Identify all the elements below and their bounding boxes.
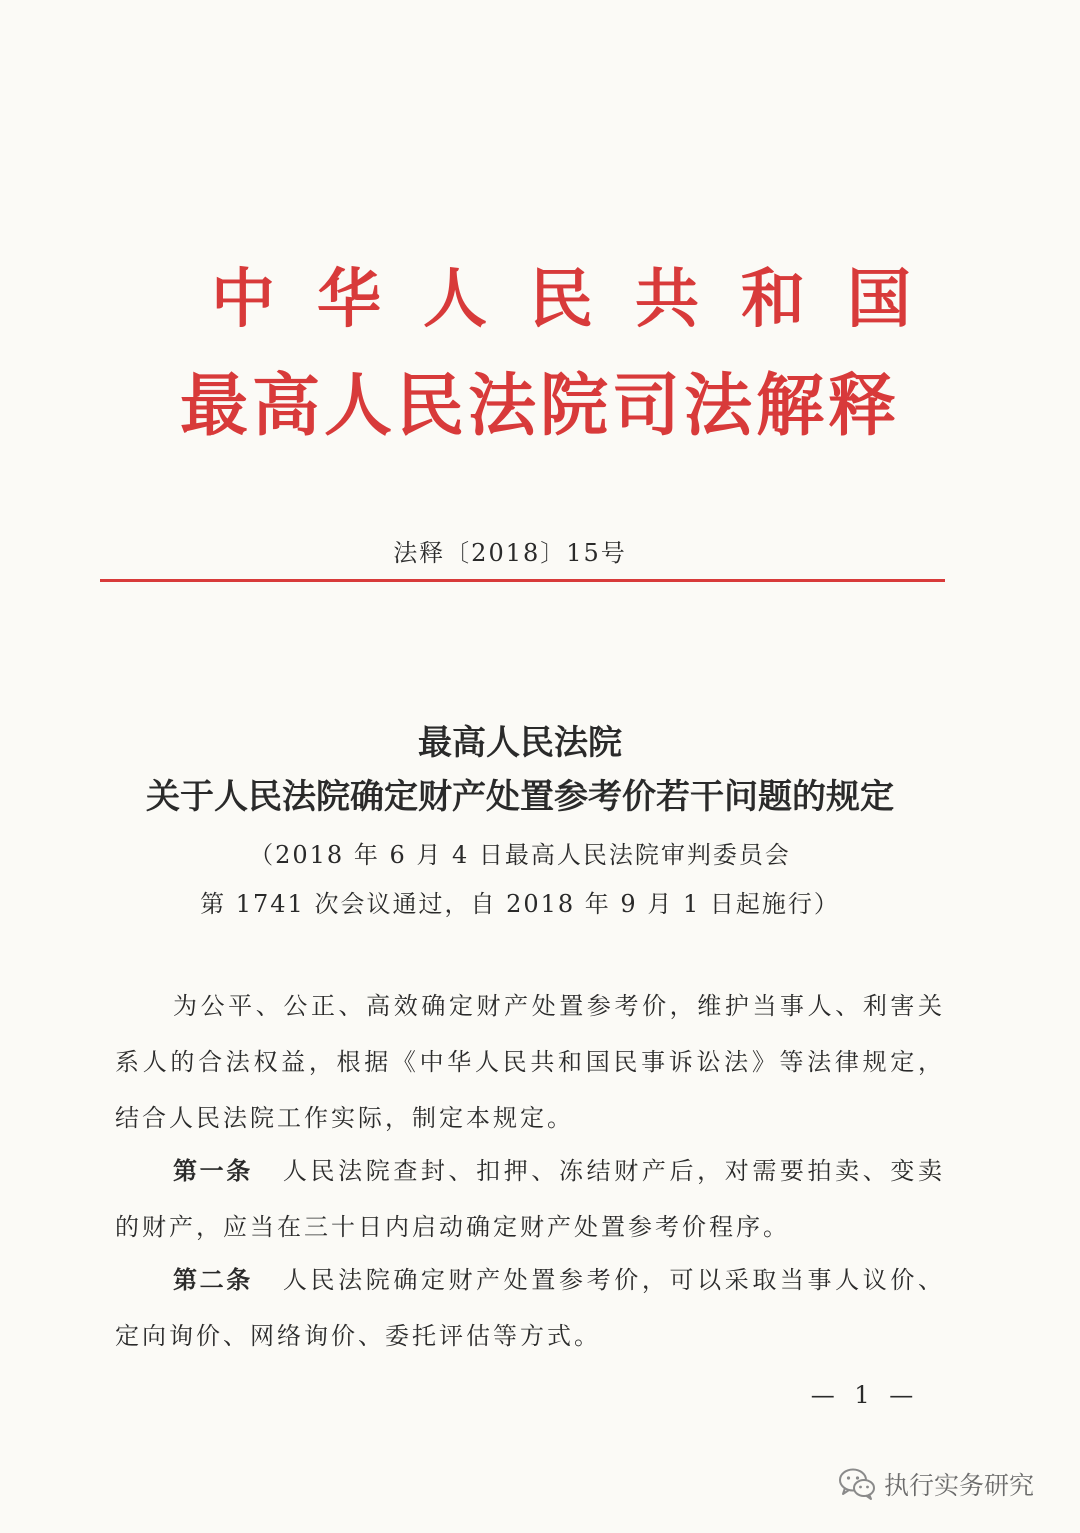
document-title: 关于人民法院确定财产处置参考价若干问题的规定: [146, 777, 894, 817]
title-issuer: 最高人民法院: [418, 723, 622, 763]
watermark: [838, 1462, 1034, 1506]
article-2-text: 人民法院确定财产处置参考价，可以采取当事人议价、定向询价、网络询价、委托评估等方式。: [115, 1266, 946, 1350]
article-2-heading: 第二条: [173, 1266, 253, 1294]
watermark-text: 执行实务研究: [884, 1471, 1035, 1500]
article-1-heading: 第一条: [173, 1157, 253, 1185]
preamble-paragraph: 为公平、公正、高效确定财产处置参考价，维护当事人、利害关系人的合法权益，根据《中华人民共和国民事诉讼法》等法律规定，结合人民法院工作实际，制定本规定。: [115, 992, 945, 1132]
article-1: [115, 1143, 945, 1255]
article-1-text: 人民法院查封、扣押、冻结财产后，对需要拍卖、变卖的财产，应当在三十日内启动确定财产处置参考价程序。: [115, 1157, 946, 1241]
wechat-icon: [838, 1467, 876, 1501]
page-number: — 1 —: [810, 1381, 920, 1409]
header-country: 中华人民共和国: [211, 263, 953, 337]
header-issuer: 最高人民法院司法解释: [179, 367, 900, 446]
red-divider-line: [100, 579, 945, 582]
adoption-note-line1: （2018 年 6 月 4 日最高人民法院审判委员会: [249, 841, 791, 869]
adoption-note-line2: 第 1741 次会议通过，自 2018 年 9 月 1 日起施行）: [200, 890, 840, 918]
article-2: [115, 1252, 945, 1364]
document-number: 法释〔2018〕15号: [393, 539, 627, 567]
